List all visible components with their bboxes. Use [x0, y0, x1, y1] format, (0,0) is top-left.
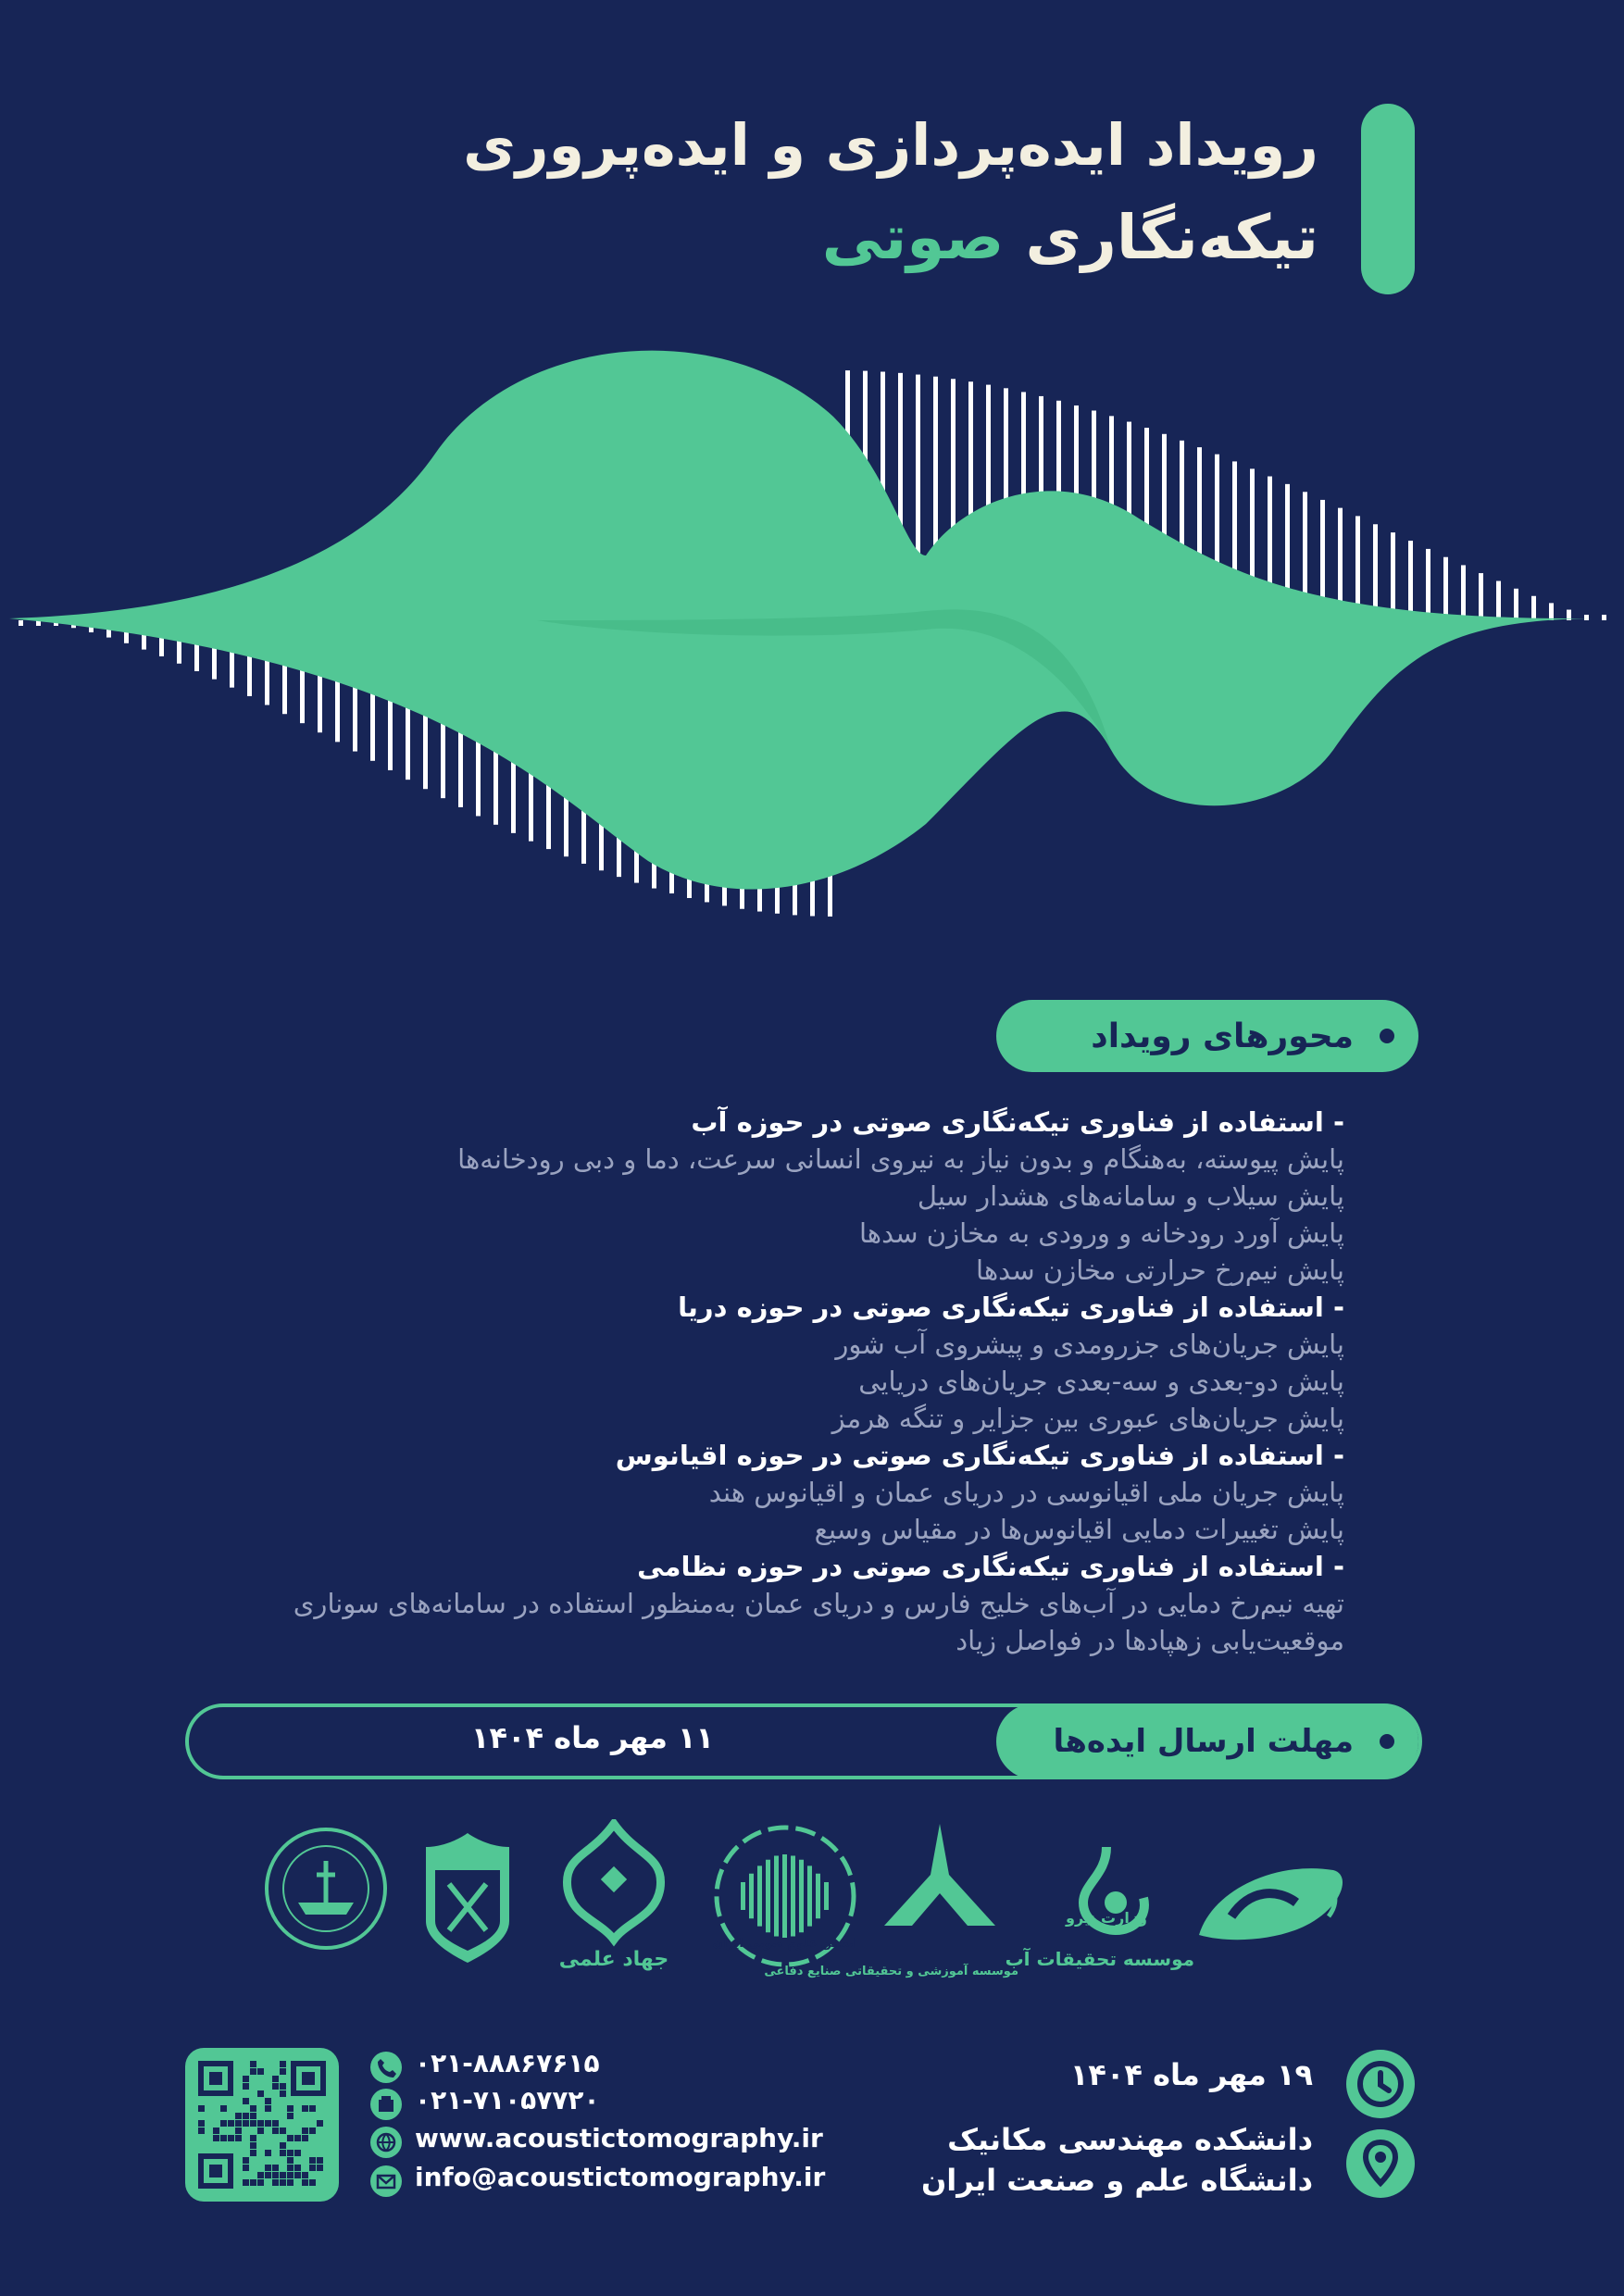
wave-stripe [1514, 589, 1518, 620]
qr-module [309, 2105, 316, 2112]
qr-module [257, 2179, 264, 2186]
qr-finder-core [209, 2072, 222, 2085]
qr-finder-core [209, 2165, 222, 2177]
wave-stripe [1479, 573, 1483, 620]
topic-item: پایش دو-بعدی و سه-بعدی جریان‌های دریایی [858, 1366, 1344, 1397]
qr-module [250, 2179, 256, 2186]
qr-module [257, 2172, 264, 2178]
event-title: رویداد ایده‌پردازی و ایده‌پروری [463, 111, 1318, 179]
acoustic-bar [757, 1866, 762, 1926]
wave-stripe [1408, 541, 1413, 620]
qr-module [280, 2150, 286, 2156]
qr-module [302, 2172, 308, 2178]
location-line1: دانشکده مهندسی مکانیک [947, 2122, 1313, 2157]
qr-module [280, 2172, 286, 2178]
shield-logo-icon [421, 1828, 514, 1967]
wave-stripe [19, 620, 23, 626]
qr-module [265, 2120, 271, 2127]
subtitle-accent: صوتی [821, 202, 1005, 273]
qr-module [220, 2120, 227, 2127]
qr-code[interactable] [185, 2048, 339, 2202]
deadline-label-pill [996, 1703, 1418, 1779]
topic-item: پایش نیم‌رخ حرارتی مخازن سدها [976, 1254, 1344, 1286]
qr-module [250, 2068, 256, 2075]
qr-module [243, 2165, 249, 2171]
qr-module [294, 2172, 301, 2178]
bullet-dot [1380, 1734, 1394, 1749]
qr-module [243, 2157, 249, 2164]
qr-module [235, 2113, 242, 2119]
qr-module [228, 2120, 234, 2127]
acoustics-society-caption: انجمن علوم صوتی ایران [712, 1937, 858, 1951]
sound-wave-illustration [0, 343, 1624, 954]
qr-module [198, 2128, 205, 2134]
topic-heading: - استفاده از فناوری تیکه‌نگاری صوتی در حوزه نظامی [637, 1551, 1344, 1582]
qr-module [250, 2105, 256, 2112]
qr-module [309, 2165, 316, 2171]
acoustic-bar [766, 1860, 770, 1933]
wave-stripe [1426, 549, 1430, 620]
event-date: ۱۹ مهر ماه ۱۴۰۴ [1069, 2057, 1313, 2092]
wave-stripe [1391, 532, 1395, 620]
qr-module [280, 2179, 286, 2186]
axes-title-text: محورهای رویداد [1091, 1017, 1354, 1055]
qr-module [243, 2120, 249, 2127]
qr-module [265, 2098, 271, 2104]
qr-finder-core [302, 2072, 315, 2085]
qr-module [228, 2135, 234, 2141]
topics-list [141, 1104, 1344, 1659]
topic-item: پایش جریان‌های جزرومدی و پیشروی آب شور [835, 1329, 1344, 1360]
qr-module [302, 2105, 308, 2112]
water-ministry-caption: وزارت نیرو [1066, 1909, 1147, 1927]
acoustic-bar [807, 1866, 812, 1926]
topic-heading: - استفاده از فناوری تیکه‌نگاری صوتی در حوزه دریا [678, 1292, 1344, 1323]
qr-module [287, 2113, 294, 2119]
qr-module [265, 2105, 271, 2112]
navy-emblem-logo-icon [261, 1824, 391, 1953]
wave-stripe [1373, 524, 1378, 620]
qr-module [257, 2068, 264, 2075]
qr-module [294, 2150, 301, 2156]
acoustic-bar [774, 1855, 779, 1936]
qr-module [294, 2135, 301, 2141]
website-link[interactable]: www.acoustictomography.ir [415, 2123, 823, 2153]
qr-module [272, 2083, 279, 2090]
topic-item: پایش تغییرات دمایی اقیانوس‌ها در مقیاس وسیع [814, 1514, 1344, 1545]
wave-stripe [1602, 615, 1606, 620]
qr-module [272, 2076, 279, 2082]
qr-module [250, 2150, 256, 2156]
qr-module [250, 2113, 256, 2119]
qr-module [317, 2157, 323, 2164]
qr-module [302, 2128, 308, 2134]
clock-icon [1346, 2050, 1415, 2118]
qr-module [287, 2179, 294, 2186]
water-research-caption: موسسه تحقیقات آب [1005, 1948, 1194, 1970]
qr-module [272, 2172, 279, 2178]
institute-logo-icon [875, 1819, 1005, 1967]
bullet-dot [1380, 1029, 1394, 1043]
topic-item: پایش جریان‌های عبوری بین جزایر و تنگه هرمز [831, 1403, 1344, 1434]
topic-item: پایش جریان ملی اقیانوسی در دریای عمان و اقیانوس هند [708, 1477, 1344, 1508]
qr-module [302, 2135, 308, 2141]
jahad-elmi-logo-icon [554, 1819, 674, 1949]
wave-stripe [1584, 615, 1589, 620]
qr-module [309, 2128, 316, 2134]
qr-module [243, 2179, 249, 2186]
location-line2: دانشگاه علم و صنعت ایران [920, 2163, 1313, 2198]
qr-module [243, 2083, 249, 2090]
wave-stripe [1496, 581, 1501, 620]
qr-module [287, 2157, 294, 2164]
qr-module [250, 2120, 256, 2127]
qr-module [272, 2179, 279, 2186]
qr-module [302, 2179, 308, 2186]
topic-heading: - استفاده از فناوری تیکه‌نگاری صوتی در حوزه آب [691, 1106, 1344, 1138]
qr-module [250, 2061, 256, 2067]
qr-module [250, 2142, 256, 2149]
deadline-date: ۱۱ مهر ماه ۱۴۰۴ [470, 1720, 715, 1755]
tikeh-logo-icon [1194, 1852, 1352, 1953]
topic-item: پایش پیوسته، به‌هنگام و بدون نیاز به نیروی انسانی سرعت، دما و دبی رودخانه‌ها [457, 1143, 1344, 1175]
acoustic-bar [824, 1882, 829, 1910]
qr-module [294, 2165, 301, 2171]
qr-module [280, 2128, 286, 2134]
fax-icon [370, 2089, 402, 2120]
qr-module [317, 2120, 323, 2127]
qr-module [220, 2135, 227, 2141]
qr-module [287, 2105, 294, 2112]
subtitle-main: تیکه‌نگاری [1025, 202, 1318, 273]
qr-module [257, 2090, 264, 2097]
qr-module [280, 2068, 286, 2075]
qr-module [257, 2120, 264, 2127]
qr-module [243, 2098, 249, 2104]
axes-section-title [996, 1000, 1418, 1072]
acoustic-bar [791, 1855, 795, 1936]
qr-module [317, 2165, 323, 2171]
qr-module [220, 2105, 227, 2112]
qr-module [287, 2135, 294, 2141]
globe-icon [370, 2127, 402, 2158]
qr-module [265, 2165, 271, 2171]
qr-module [235, 2128, 242, 2134]
topic-item: پایش آورد رودخانه و ورودی به مخازن سدها [858, 1217, 1344, 1249]
acoustic-bar [816, 1874, 820, 1919]
acoustic-bar [799, 1860, 804, 1933]
qr-module [280, 2090, 286, 2097]
phone-number[interactable]: ۰۲۱-۸۸۸۶۷۶۱۵ [415, 2048, 600, 2078]
wave-stripe [1443, 557, 1448, 620]
email-icon [370, 2165, 402, 2197]
qr-module [198, 2120, 205, 2127]
qr-module [287, 2150, 294, 2156]
location-pin-icon [1346, 2129, 1415, 2198]
wave-stripe [1531, 596, 1536, 620]
acoustic-bar [782, 1854, 787, 1938]
qr-module [213, 2128, 219, 2134]
qr-module [272, 2165, 279, 2171]
qr-module [235, 2135, 242, 2141]
email-link[interactable]: info@acoustictomography.ir [415, 2162, 826, 2192]
qr-module [280, 2083, 286, 2090]
title-accent-bar [1361, 104, 1415, 294]
qr-module [309, 2179, 316, 2186]
topic-item: پایش سیلاب و سامانه‌های هشدار سیل [917, 1180, 1344, 1212]
topic-heading: - استفاده از فناوری تیکه‌نگاری صوتی در حوزه اقیانوس [615, 1440, 1344, 1471]
qr-module [265, 2172, 271, 2178]
deadline-label: مهلت ارسال ایده‌ها [1053, 1723, 1354, 1760]
qr-module [280, 2142, 286, 2149]
wave-stripe [1461, 565, 1466, 620]
fax-number[interactable]: ۰۲۱-۷۱۰۵۷۷۲۰ [415, 2085, 600, 2115]
topic-item: تهیه نیم‌رخ دمایی در آب‌های خلیج فارس و دریای عمان به‌منظور استفاده در سامانه‌های سوناری [293, 1588, 1344, 1619]
qr-module [243, 2076, 249, 2082]
qr-module [235, 2120, 242, 2127]
qr-module [265, 2150, 271, 2156]
jahad-elmi-caption: جهاد علمی [558, 1948, 669, 1971]
qr-module [280, 2061, 286, 2067]
event-subtitle [822, 202, 1318, 273]
institute-caption: موسسه آموزشی و تحقیقاتی صنایع دفاعی [764, 1965, 1018, 1978]
acoustic-bar [741, 1882, 745, 1910]
qr-module [257, 2128, 264, 2134]
topic-item: موقعیت‌یابی زهپادها در فواصل زیاد [956, 1625, 1344, 1656]
qr-module [198, 2105, 205, 2112]
acoustic-bar [749, 1874, 754, 1919]
qr-module [287, 2165, 294, 2171]
qr-module [272, 2120, 279, 2127]
qr-module [213, 2135, 219, 2141]
qr-module [250, 2135, 256, 2141]
qr-module [309, 2157, 316, 2164]
qr-module [272, 2128, 279, 2134]
wave-stripe [1549, 603, 1554, 620]
phone-icon [370, 2052, 402, 2083]
qr-module [287, 2172, 294, 2178]
qr-module [243, 2113, 249, 2119]
